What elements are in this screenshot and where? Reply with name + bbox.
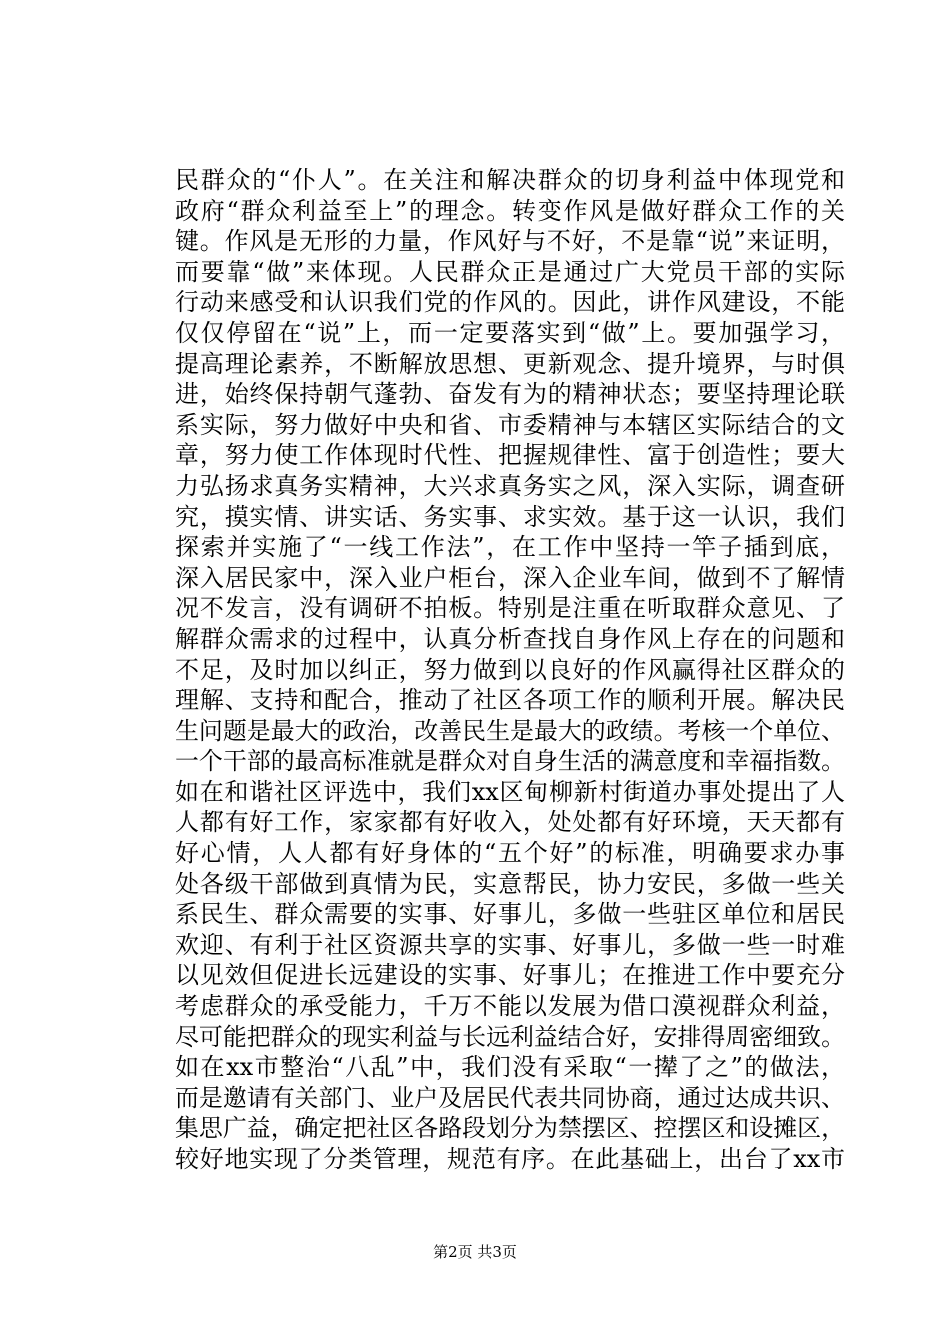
text-line: 而要靠“做”来体现。人民群众正是通过广大党员干部的实际 (175, 257, 845, 286)
text-line: 仅仅停留在“说”上，而一定要落实到“做”上。要加强学习， (175, 318, 845, 347)
text-line: 提高理论素养，不断解放思想、更新观念、提升境界，与时俱 (175, 349, 845, 378)
text-line: 键。作风是无形的力量，作风好与不好，不是靠“说”来证明， (175, 227, 845, 256)
text-line: 以见效但促进长远建设的实事、好事儿；在推进工作中要充分 (175, 961, 845, 990)
text-line: 集思广益，确定把社区各路段划分为禁摆区、控摆区和设摊区， (175, 1114, 845, 1143)
text-line: 系民生、群众需要的实事、好事儿，多做一些驻区单位和居民 (175, 900, 845, 929)
body-text (175, 165, 845, 1175)
text-line: 理解、支持和配合，推动了社区各项工作的顺利开展。解决民 (175, 686, 845, 715)
text-line: 不足，及时加以纠正，努力做到以良好的作风赢得社区群众的 (175, 655, 845, 684)
text-line: 如在xx市整治“八乱”中，我们没有采取“一撵了之”的做法， (175, 1053, 845, 1082)
text-line: 深入居民家中，深入业户柜台，深入企业车间，做到不了解情 (175, 563, 845, 592)
text-line: 究，摸实情、讲实话、务实事、求实效。基于这一认识，我们 (175, 502, 845, 531)
text-line: 进，始终保持朝气蓬勃、奋发有为的精神状态；要坚持理论联 (175, 380, 845, 409)
text-line: 政府“群众利益至上”的理念。转变作风是做好群众工作的关 (175, 196, 845, 225)
text-line: 系实际，努力做好中央和省、市委精神与本辖区实际结合的文 (175, 410, 845, 439)
text-line: 章，努力使工作体现时代性、把握规律性、富于创造性；要大 (175, 441, 845, 470)
text-line: 较好地实现了分类管理，规范有序。在此基础上，出台了xx市 (175, 1145, 845, 1173)
text-line: 尽可能把群众的现实利益与长远利益结合好，安排得周密细致。 (175, 1022, 845, 1051)
text-line: 一个干部的最高标准就是群众对自身生活的满意度和幸福指数。 (175, 747, 845, 776)
text-line: 行动来感受和认识我们党的作风的。因此，讲作风建设，不能 (175, 288, 845, 317)
text-line: 力弘扬求真务实精神，大兴求真务实之风，深入实际，调查研 (175, 471, 845, 500)
text-line: 而是邀请有关部门、业户及居民代表共同协商，通过达成共识、 (175, 1083, 845, 1112)
text-line: 人都有好工作，家家都有好收入，处处都有好环境，天天都有 (175, 808, 845, 837)
text-line: 好心情，人人都有好身体的“五个好”的标准，明确要求办事 (175, 839, 845, 868)
text-line: 况不发言，没有调研不拍板。特别是注重在听取群众意见、了 (175, 594, 845, 623)
text-line: 生问题是最大的政治，改善民生是最大的政绩。考核一个单位、 (175, 716, 845, 745)
text-line: 探索并实施了“一线工作法”，在工作中坚持一竿子插到底， (175, 533, 845, 562)
page-footer: 第2页 共3页 (433, 1243, 517, 1261)
text-line: 欢迎、有利于社区资源共享的实事、好事儿，多做一些一时难 (175, 930, 845, 959)
text-line: 处各级干部做到真情为民，实意帮民，协力安民，多做一些关 (175, 869, 845, 898)
text-line: 如在和谐社区评选中，我们xx区甸柳新村街道办事处提出了人 (175, 777, 845, 806)
text-line: 考虑群众的承受能力，千万不能以发展为借口漠视群众利益， (175, 992, 845, 1021)
text-line: 解群众需求的过程中，认真分析查找自身作风上存在的问题和 (175, 624, 845, 653)
text-line: 民群众的“仆人”。在关注和解决群众的切身利益中体现党和 (175, 166, 845, 194)
